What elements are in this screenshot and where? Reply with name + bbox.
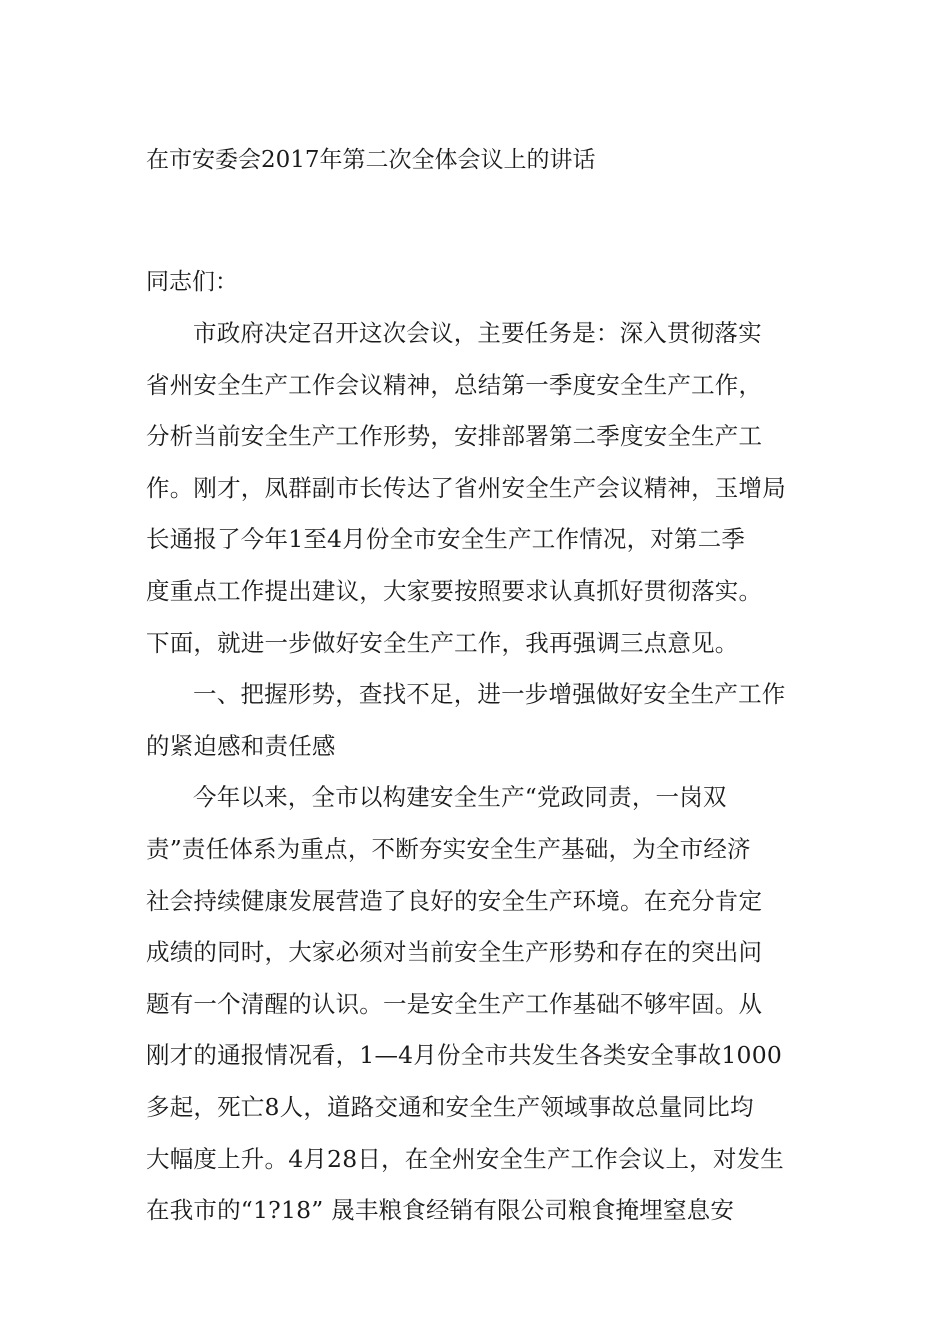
text-line: 省州安全生产工作会议精神，总结第一季度安全生产工作， — [146, 370, 763, 399]
text-line: 度重点工作提出建议，大家要按照要求认真抓好贯彻落实。 — [146, 576, 763, 605]
body-text — [146, 308, 806, 1237]
text-line: 大幅度上升。4月28日，在全州安全生产工作会议上，对发生 — [146, 1144, 784, 1173]
text-line: 题有一个清醒的认识。一是安全生产工作基础不够牢固。从 — [146, 989, 763, 1018]
document-title: 在市安委会2017年第二次全体会议上的讲话 — [146, 147, 596, 173]
text-line: 在我市的“1?18” 晟丰粮食经销有限公司粮食掩埋窒息安 — [146, 1196, 735, 1225]
text-line: 下面，就进一步做好安全生产工作，我再强调三点意见。 — [146, 628, 739, 657]
text-line: 今年以来，全市以构建安全生产“党政同责，一岗双 — [193, 783, 727, 812]
text-line: 多起，死亡8人，道路交通和安全生产领域事故总量同比均 — [146, 1092, 754, 1121]
salutation: 同志们： — [146, 269, 238, 295]
text-line: 长通报了今年1至4月份全市安全生产工作情况，对第二季 — [146, 525, 746, 554]
text-line: 刚才的通报情况看，1—4月份全市共发生各类安全事故1000 — [146, 1041, 783, 1070]
text-line: 责”责任体系为重点，不断夯实安全生产基础，为全市经济 — [146, 834, 751, 863]
text-line: 一、把握形势，查找不足，进一步增强做好安全生产工作 — [193, 680, 786, 709]
text-line: 市政府决定召开这次会议，主要任务是：深入贯彻落实 — [193, 319, 762, 347]
text-line: 成绩的同时，大家必须对当前安全生产形势和存在的突出问 — [146, 938, 763, 967]
text-line: 作。刚才，凤群副市长传达了省州安全生产会议精神，玉增局 — [146, 473, 786, 502]
text-line: 社会持续健康发展营造了良好的安全生产环境。在充分肯定 — [146, 886, 763, 915]
text-line: 分析当前安全生产工作形势，安排部署第二季度安全生产工 — [146, 422, 763, 451]
text-line: 的紧迫感和责任感 — [146, 731, 336, 760]
